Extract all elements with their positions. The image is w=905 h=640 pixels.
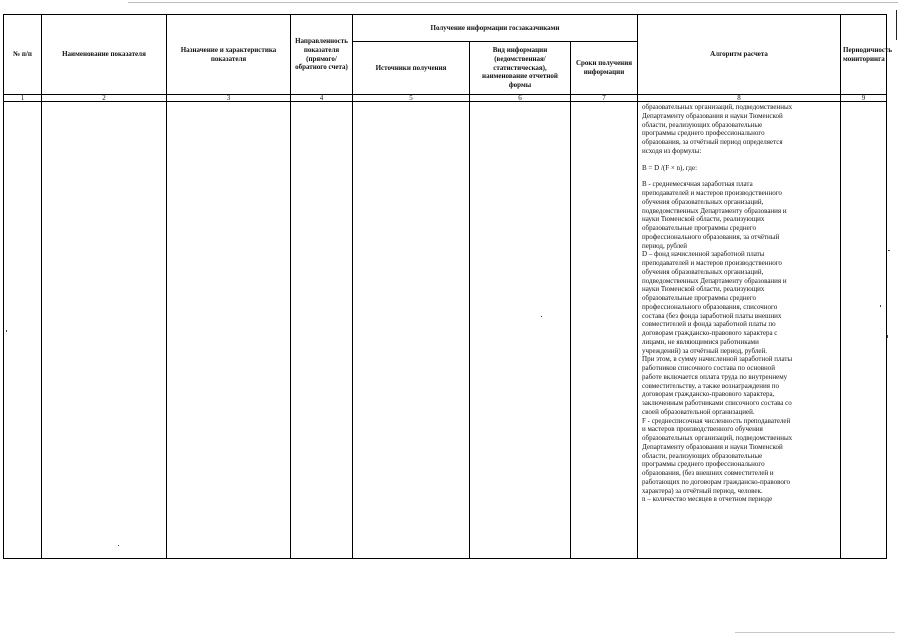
cell-purpose xyxy=(167,102,291,559)
algorithm-line: подведомственных Департаменту образования и xyxy=(642,206,787,215)
scan-edge-top xyxy=(128,2,898,3)
col-header-deadline: Сроки получения информации xyxy=(571,42,638,95)
algorithm-line: период, рублей xyxy=(642,241,688,250)
algorithm-line: В - среднемесячная заработная плата xyxy=(642,180,753,189)
header-row-top xyxy=(4,15,887,42)
algorithm-line: образовательных организаций, подведомственных xyxy=(642,434,793,442)
algorithm-line: и мастеров производственного обучения xyxy=(642,425,763,434)
algorithm-line: работе включается оплата труда по внутреннему xyxy=(642,372,788,381)
algorithm-line: преподавателей и мастеров производственного xyxy=(642,189,782,197)
algorithm-line: обучения образовательных организаций, xyxy=(642,267,764,276)
algorithm-text xyxy=(642,103,838,504)
algorithm-line: учреждений) за отчётный период, рублей. xyxy=(642,346,767,355)
algorithm-line: характера) за отчётный период, человек. xyxy=(642,486,763,495)
cell-algorithm xyxy=(638,102,841,559)
cell-num xyxy=(4,102,42,559)
algorithm-spacer xyxy=(642,172,838,180)
algorithm-line: F - среднесписочная численность преподавателей xyxy=(642,416,791,425)
column-number: 9 xyxy=(841,95,887,102)
algorithm-line: D – фонд начисленной заработной платы xyxy=(642,250,765,259)
cell-sources xyxy=(353,102,470,559)
indicator-table xyxy=(3,14,893,559)
scan-edge-bottom xyxy=(735,632,895,633)
algorithm-line: подведомственных Департаменту образования и xyxy=(642,276,787,285)
algorithm-line: образования, (без внешних совместителей и xyxy=(642,469,774,477)
algorithm-line: договорам гражданско-правового характера с xyxy=(642,329,778,337)
column-number: 7 xyxy=(571,95,638,102)
algorithm-line: науки Тюменской области, реализующих xyxy=(642,215,765,224)
algorithm-line: профессионального образования, списочного xyxy=(642,302,778,311)
algorithm-line: заключенным работниками списочного состава со xyxy=(642,399,792,407)
cell-info-type xyxy=(470,102,571,559)
margin-mark xyxy=(896,10,897,40)
algorithm-line: образования, за отчётный период определяется xyxy=(642,138,783,146)
algorithm-line: Департаменту образования и науки Тюменской xyxy=(642,111,783,120)
algorithm-line: профессионального образования, за отчётный xyxy=(642,232,780,241)
algorithm-line: работающих по договорам гражданско-правового xyxy=(642,477,791,486)
column-number: 6 xyxy=(470,95,571,102)
algorithm-line: договорам гражданско-правового характера, xyxy=(642,390,775,399)
indicator-row xyxy=(4,102,887,559)
algorithm-line: В = D /(F × n), где: xyxy=(642,163,698,172)
column-number: 3 xyxy=(167,95,291,102)
algorithm-line: программы среднего профессионального xyxy=(642,129,765,138)
cell-name xyxy=(42,102,167,559)
scan-speck xyxy=(888,250,890,251)
algorithm-line: совместителей и фонда заработной платы по xyxy=(642,320,776,329)
col-header-periodicity: Периодичность мониторинга xyxy=(841,15,887,95)
algorithm-line: программы среднего профессионального xyxy=(642,460,765,469)
algorithm-line: образовательных организаций, подведомственных xyxy=(642,103,793,111)
column-number: 5 xyxy=(353,95,470,102)
col-header-sources: Источники получения xyxy=(353,42,470,95)
algorithm-line: состава (без фонда заработной платы внешних xyxy=(642,311,782,320)
scan-speck xyxy=(887,335,888,338)
algorithm-line: обучения образовательных организаций, xyxy=(642,197,764,206)
algorithm-line: преподавателей и мастеров производственного xyxy=(642,259,782,267)
algorithm-line: области, реализующих образовательные xyxy=(642,120,763,129)
cell-deadline xyxy=(571,102,638,559)
algorithm-line: своей образовательной организацией. xyxy=(642,407,755,416)
col-header-purpose: Назначение и характеристика показателя xyxy=(167,15,291,95)
cell-periodicity xyxy=(841,102,887,559)
column-number: 1 xyxy=(4,95,42,102)
column-number: 2 xyxy=(42,95,167,102)
col-header-info-group: Получение информации госзаказчиками xyxy=(353,15,638,42)
algorithm-line: лицами, не являющимися работниками xyxy=(642,337,759,346)
col-header-num: № п/п xyxy=(4,15,42,95)
col-header-info-type: Вид информации (ведомственная/ статистическая), наименование отчетной формы xyxy=(470,42,571,95)
algorithm-line: При этом, в сумму начисленной заработной платы xyxy=(642,355,793,364)
algorithm-line: работников списочного состава по основной xyxy=(642,364,776,372)
algorithm-line: совместительству, а также вознаграждения по xyxy=(642,381,779,390)
algorithm-line: образовательные программы среднего xyxy=(642,224,756,232)
col-header-algorithm: Алгоритм расчета xyxy=(638,15,841,95)
algorithm-line: Департаменту образования и науки Тюменской xyxy=(642,442,783,451)
algorithm-line: науки Тюменской области, реализующих xyxy=(642,285,765,294)
algorithm-spacer xyxy=(642,156,838,164)
col-header-name: Наименование показателя xyxy=(42,15,167,95)
column-number: 8 xyxy=(638,95,841,102)
algorithm-line: n – количество месяцев в отчетном периоде xyxy=(642,495,773,504)
algorithm-line: области, реализующих образовательные xyxy=(642,451,763,460)
algorithm-line: исходя из формулы: xyxy=(642,146,702,155)
col-header-direction: Направленность показателя (прямого/обратного счета) xyxy=(291,15,353,95)
algorithm-line: образовательные программы среднего xyxy=(642,294,756,302)
column-number-row xyxy=(4,95,887,102)
cell-direction xyxy=(291,102,353,559)
column-number: 4 xyxy=(291,95,353,102)
